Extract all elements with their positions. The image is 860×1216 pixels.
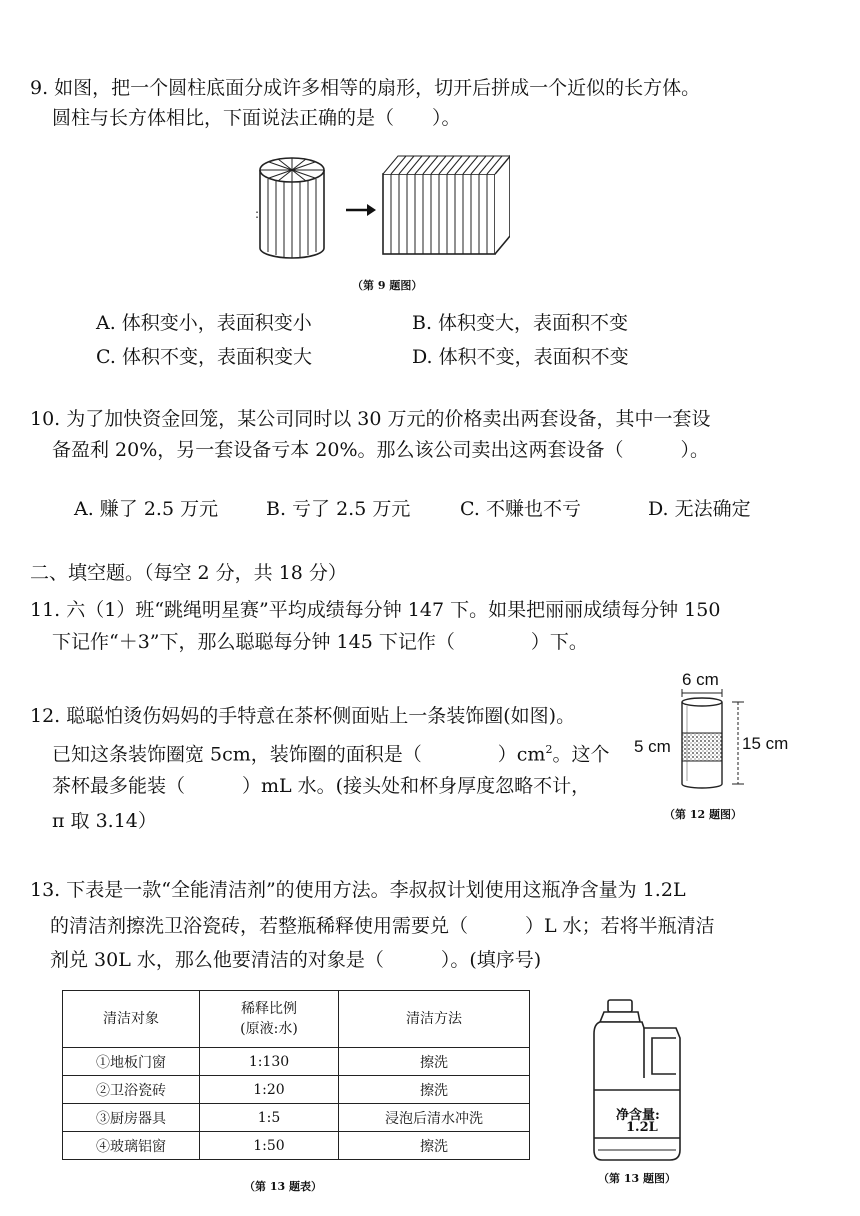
cell-ratio: 1:5 [200,1104,339,1132]
q13-line3: 剂兑 30L 水，那么他要清洁的对象是（ ）。(填序号) [50,949,542,971]
detergent-bottle-figure [590,998,686,1164]
q11-line2: 下记作“＋3”下，那么聪聪每分钟 145 下记作（ ）下。 [52,631,588,653]
cup-width-label: 6 cm [682,670,719,689]
q9-option-d: D. 体积不变，表面积不变 [412,346,629,368]
bottle-label-title: 净含量: [616,1108,660,1123]
cell-object: ②卫浴瓷砖 [63,1076,200,1104]
bottle-label-volume: 1.2L [626,1120,658,1135]
cell-method: 擦洗 [339,1132,530,1160]
q9-option-a: A. 体积变小，表面积变小 [96,312,312,334]
cleaning-table [62,990,530,1160]
cell-method: 浸泡后清水冲洗 [339,1104,530,1132]
q13-line1: 13. 下表是一款“全能清洁剂”的使用方法。李叔叔计划使用这瓶净含量为 1.2L [30,879,686,901]
cuboid-drawing [383,156,510,254]
svg-text::: : [255,207,260,221]
q9-option-c: C. 体积不变，表面积变大 [96,346,312,368]
q9-line1: 9. 如图，把一个圆柱底面分成许多相等的扇形，切开后拼成一个近似的长方体。 [30,77,701,99]
q9-option-b: B. 体积变大，表面积不变 [412,312,629,334]
q10-line1: 10. 为了加快资金回笼，某公司同时以 30 万元的价格卖出两套设备，其中一套设 [30,408,711,430]
q11-line1: 11. 六（1）班“跳绳明星赛”平均成绩每分钟 147 下。如果把丽丽成绩每分钟 150 [30,599,721,621]
cell-ratio: 1:50 [200,1132,339,1160]
table-row [63,1104,530,1132]
q10-option-d: D. 无法确定 [648,498,751,520]
q12-line1: 12. 聪聪怕烫伤妈妈的手特意在茶杯侧面贴上一条装饰圈(如图)。 [30,705,576,727]
q12-line2: 已知这条装饰圈宽 5cm，装饰圈的面积是（ ）$cm^2$。这个 [52,743,610,766]
cell-object: ④玻璃铝窗 [63,1132,200,1160]
section-heading: 二、填空题。（每空 2 分，共 18 分） [30,562,347,584]
q12-figure-caption: （第 12 题图） [664,808,742,821]
q9-figure [250,148,510,260]
cell-ratio: 1:20 [200,1076,339,1104]
header-object: 清洁对象 [63,991,200,1048]
teacup-figure [672,688,752,798]
q9-line2: 圆柱与长方体相比，下面说法正确的是（ ）。 [52,107,461,129]
table-row [63,1132,530,1160]
band-height-label: 5 cm [634,737,671,756]
q13-figure-caption: （第 13 题图） [598,1172,676,1185]
q10-line2: 备盈利 20%，另一套设备亏本 20%。那么该公司卖出这两套设备（ ）。 [52,439,710,461]
header-ratio: 稀释比例 (原液:水) [200,991,339,1048]
q10-option-b: B. 亏了 2.5 万元 [266,498,411,520]
cell-object: ③厨房器具 [63,1104,200,1132]
table-row [63,1048,530,1076]
arrow-icon [346,204,376,216]
cylinder-drawing [260,158,324,258]
cell-method: 擦洗 [339,1076,530,1104]
q13-table-caption: （第 13 题表） [244,1180,322,1193]
q12-line3: 茶杯最多能装（ ）mL 水。(接头处和杯身厚度忽略不计， [52,775,591,797]
q12-line4: π 取 3.14） [52,810,157,832]
cell-method: 擦洗 [339,1048,530,1076]
q9-caption: （第 9 题图） [352,279,423,292]
cell-ratio: 1:130 [200,1048,339,1076]
header-method: 清洁方法 [339,991,530,1048]
q10-option-c: C. 不赚也不亏 [460,498,581,520]
table-header-row [63,991,530,1048]
decorative-band [682,733,722,761]
q13-line2: 的清洁剂擦洗卫浴瓷砖，若整瓶稀释使用需要兑（ ）L 水；若将半瓶清洁 [50,915,715,937]
table-row [63,1076,530,1104]
cup-height-label: 15 cm [742,734,789,753]
cell-object: ①地板门窗 [63,1048,200,1076]
q10-option-a: A. 赚了 2.5 万元 [74,498,219,520]
